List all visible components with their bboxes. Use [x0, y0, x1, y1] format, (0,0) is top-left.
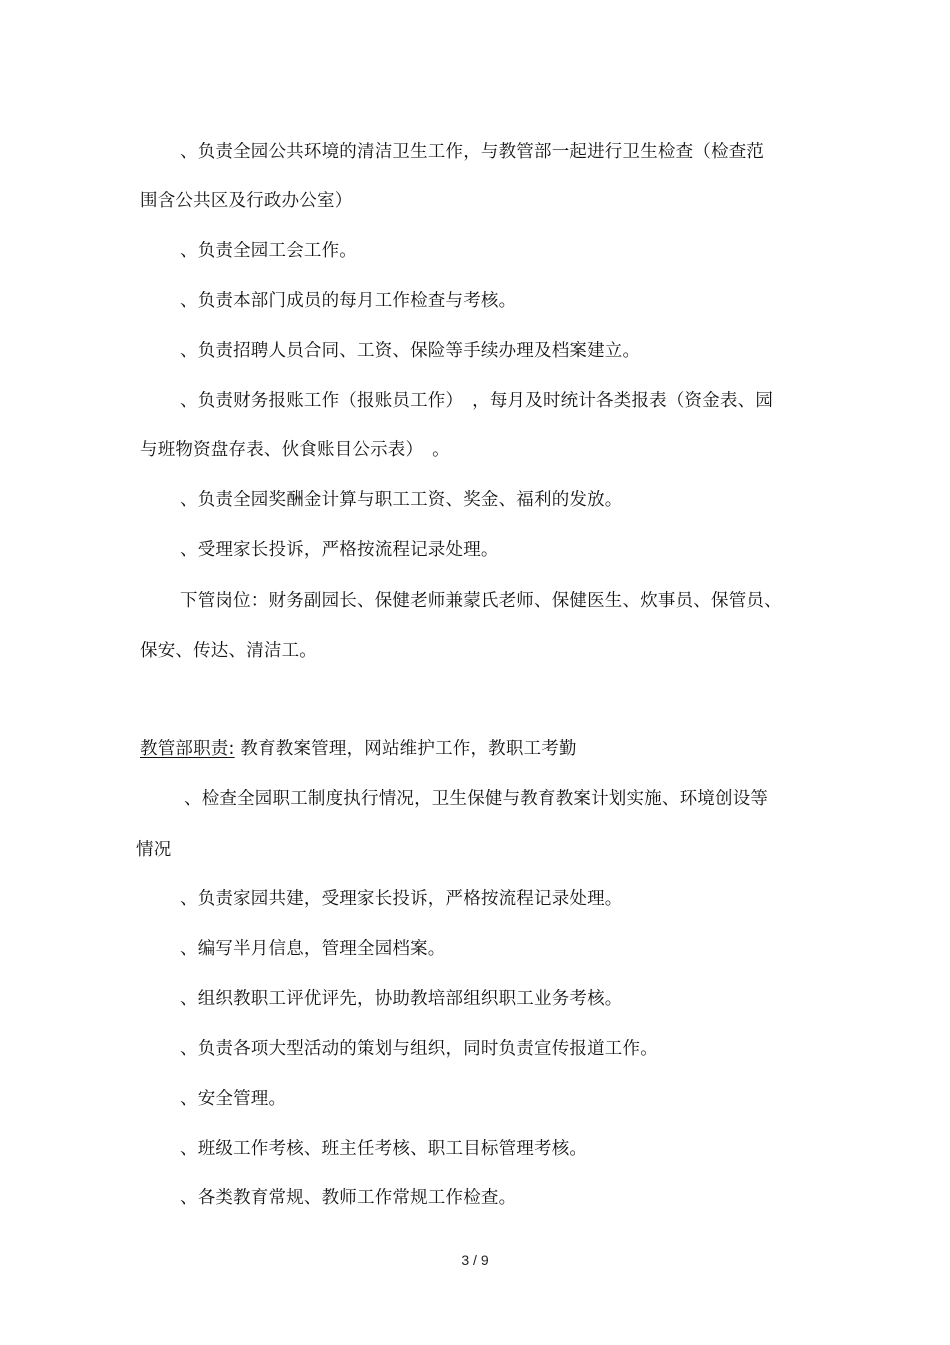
paragraph-line: 、负责本部门成员的每月工作检查与考核。 [180, 291, 517, 311]
paragraph-line: 下管岗位：财务副园长、保健老师兼蒙氏老师、保健医生、炊事员、保管员、 [180, 591, 782, 611]
paragraph-line: 、安全管理。 [180, 1089, 287, 1109]
paragraph-line: 、受理家长投诉，严格按流程记录处理。 [180, 540, 499, 560]
paragraph-line: 、班级工作考核、班主任考核、职工目标管理考核。 [180, 1139, 588, 1159]
paragraph-line: 、负责招聘人员合同、工资、保险等手续办理及档案建立。 [180, 341, 641, 361]
paragraph-line: 、负责全园奖酬金计算与职工工资、奖金、福利的发放。 [180, 490, 623, 510]
paragraph-line: 情况 [136, 840, 172, 860]
paragraph-line: 、组织教职工评优评先，协助教培部组织职工业务考核。 [180, 989, 623, 1009]
paragraph-line: 、负责全园公共环境的清洁卫生工作，与教管部一起进行卫生检查（检查范 [180, 142, 765, 162]
section-heading-text: 教育教案管理，网站维护工作，教职工考勤 [234, 739, 577, 759]
paragraph-line: 与班物资盘存表、伙食账目公示表） 。 [140, 440, 450, 460]
paragraph-line: 围含公共区及行政办公室） [140, 191, 353, 211]
paragraph-line: 、负责各项大型活动的策划与组织，同时负责宣传报道工作。 [180, 1039, 658, 1059]
paragraph-line: 、检查全园职工制度执行情况，卫生保健与教育教案计划实施、环境创设等 [184, 789, 769, 809]
paragraph-line: 保安、传达、清洁工。 [140, 641, 317, 661]
paragraph-line: 、负责家园共建，受理家长投诉，严格按流程记录处理。 [180, 889, 623, 909]
paragraph-line: 、各类教育常规、教师工作常规工作检查。 [180, 1188, 517, 1208]
paragraph-line: 、负责全园工会工作。 [180, 241, 357, 261]
paragraph-line: 、负责财务报账工作（报账员工作） ，每月及时统计各类报表（资金表、园 [180, 391, 774, 411]
section-heading-label: 教管部职责: [140, 739, 235, 759]
section-heading [140, 737, 577, 761]
paragraph-line: 、编写半月信息，管理全园档案。 [180, 939, 446, 959]
page-number: 3 / 9 [461, 1252, 489, 1268]
